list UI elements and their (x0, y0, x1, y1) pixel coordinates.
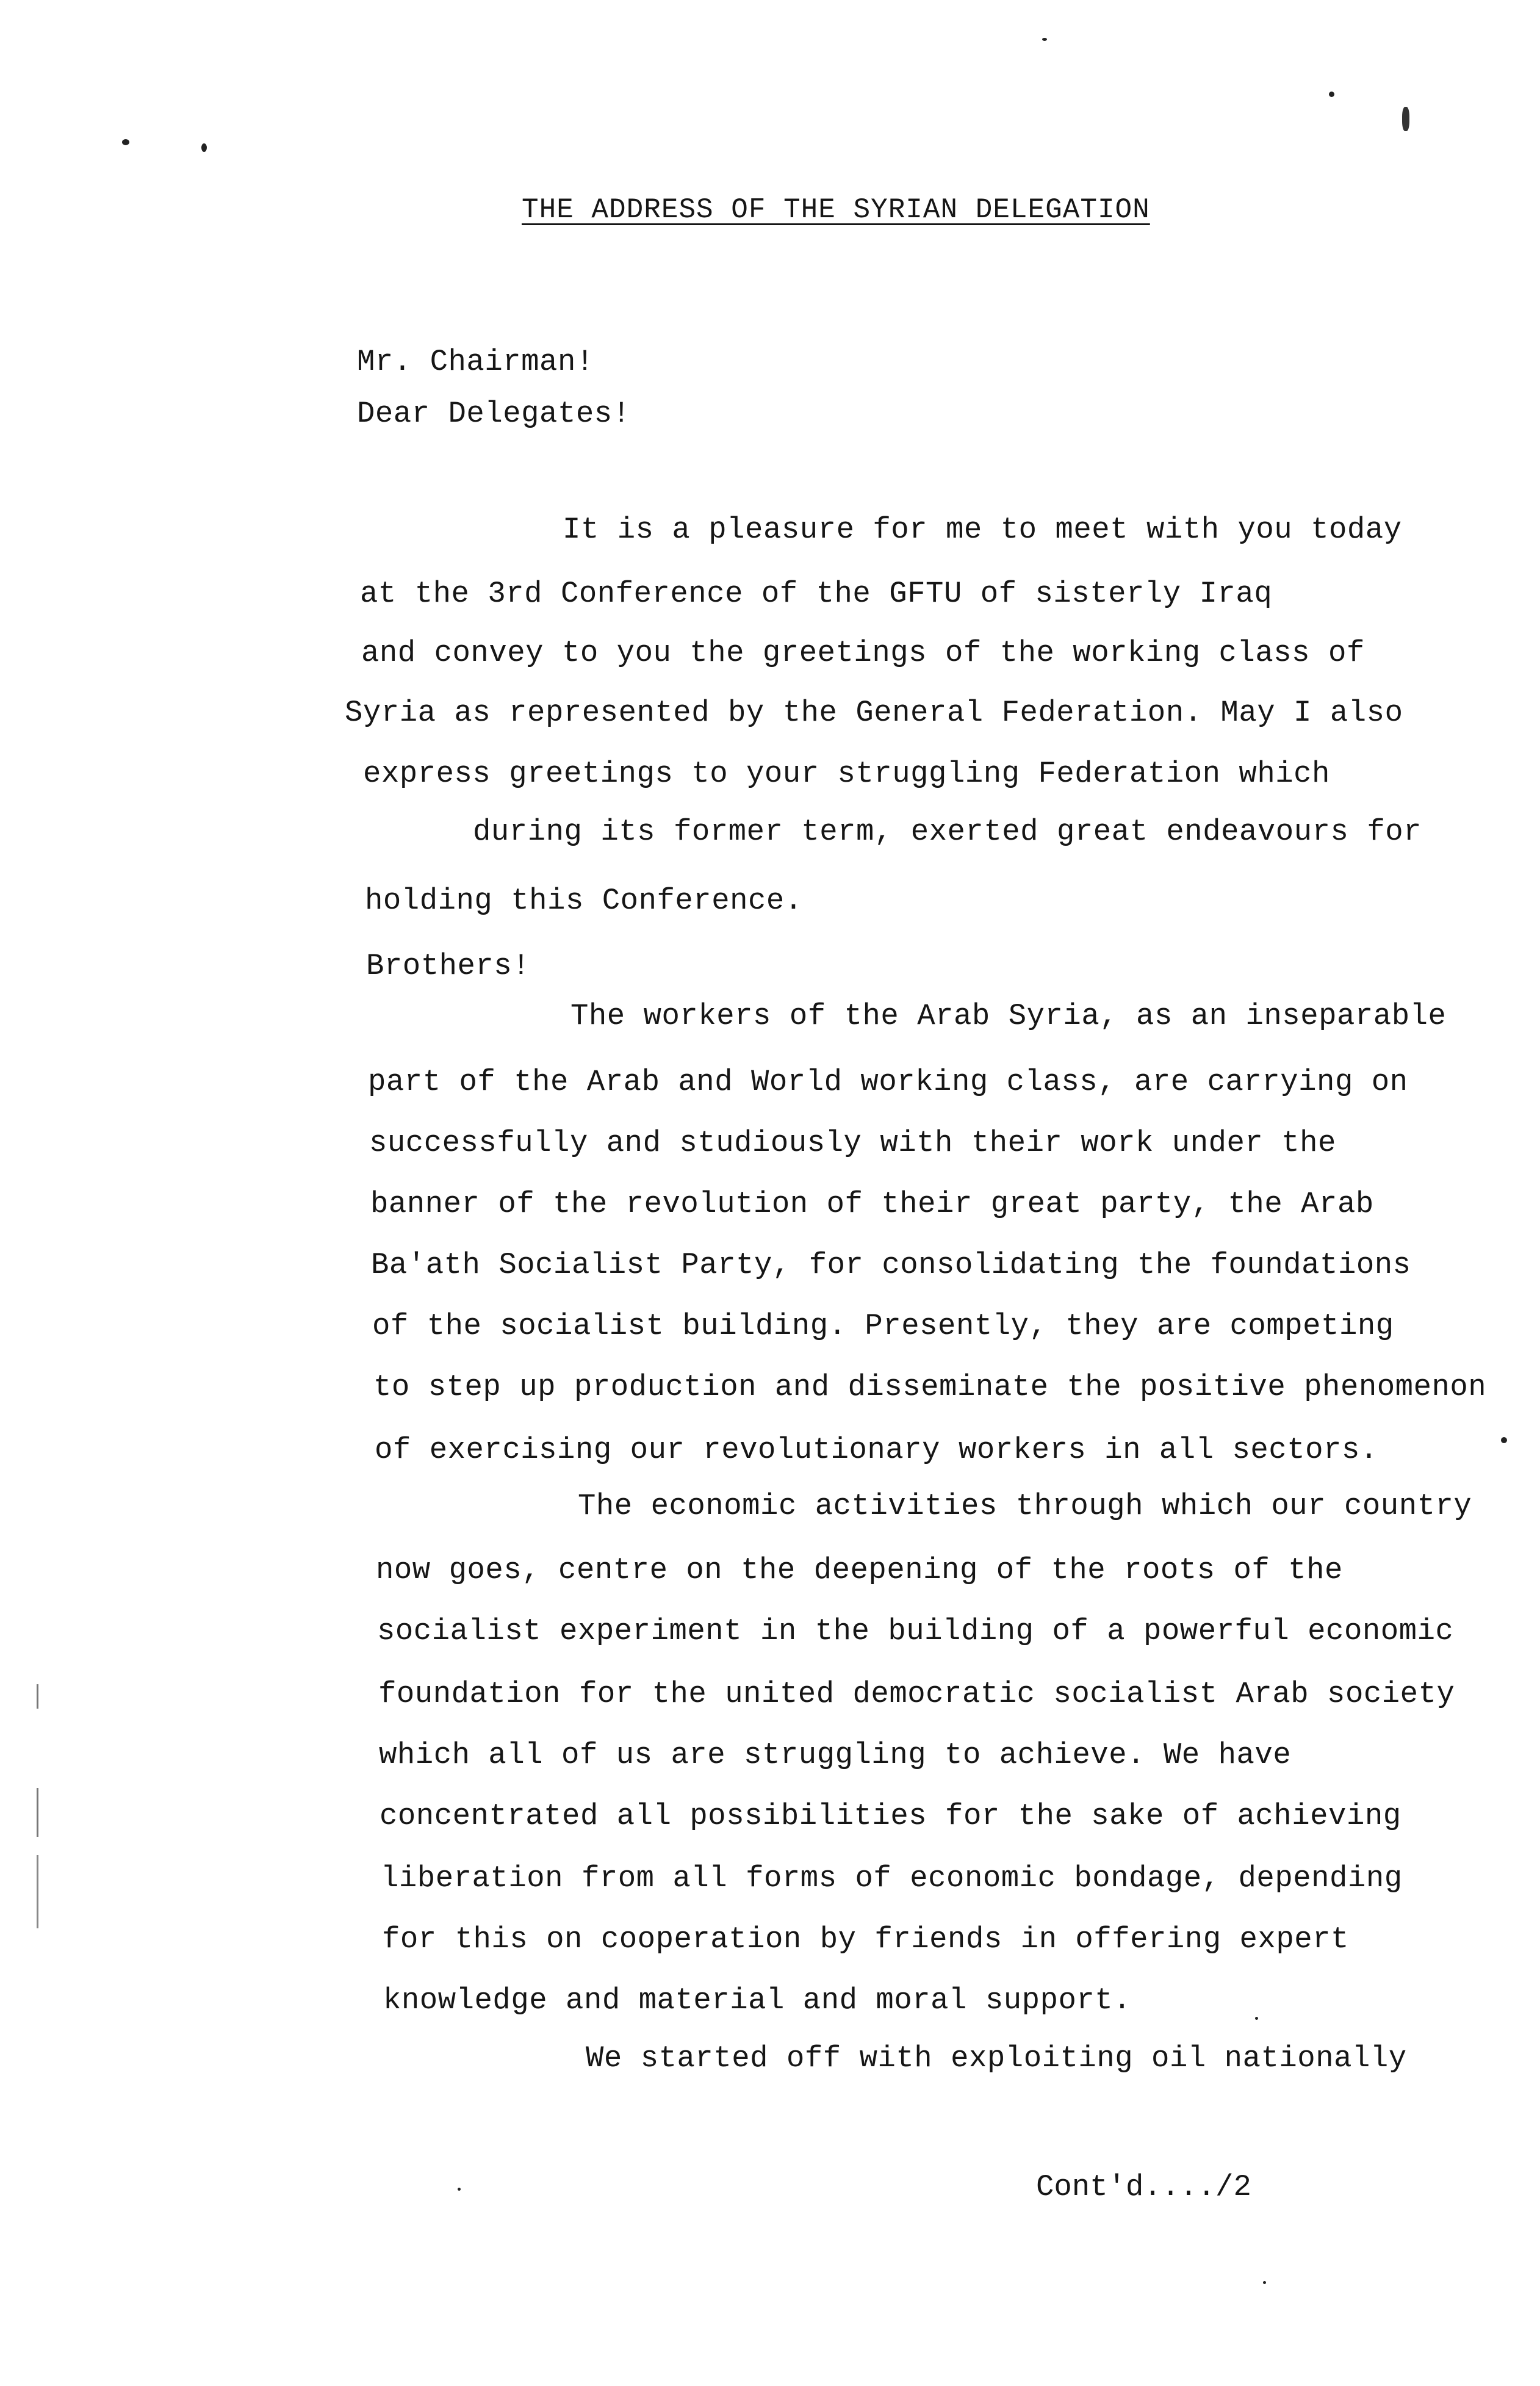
scan-speck (201, 143, 207, 152)
body-line: The economic activities through which our country (578, 1489, 1472, 1523)
body-line: foundation for the united democratic socialist Arab society (378, 1677, 1455, 1711)
body-line: holding this Conference. (365, 884, 803, 918)
salutation-chairman: Mr. Chairman! (357, 345, 594, 379)
scan-speck (1042, 38, 1047, 41)
body-line: Ba'ath Socialist Party, for consolidating the foundations (371, 1248, 1411, 1282)
body-line: of exercising our revolutionary workers in all sectors. (375, 1433, 1378, 1467)
body-line: and convey to you the greetings of the working class of (361, 636, 1365, 670)
body-line: knowledge and material and moral support. (383, 1983, 1132, 2017)
brothers-salutation: Brothers! (366, 949, 531, 983)
continuation-marker: Cont'd..../2 (1036, 2170, 1251, 2204)
body-line: It is a pleasure for me to meet with you today (563, 513, 1402, 547)
body-line: during its former term, exerted great endeavours for (473, 815, 1422, 849)
scan-speck (37, 1684, 38, 1709)
body-line: at the 3rd Conference of the GFTU of sisterly Iraq (360, 577, 1273, 611)
scan-speck (37, 1788, 38, 1837)
body-line: for this on cooperation by friends in offering expert (382, 1922, 1349, 1956)
body-line: successfully and studiously with their work under the (369, 1126, 1336, 1160)
body-line: which all of us are struggling to achieve. We have (379, 1738, 1292, 1772)
body-line: part of the Arab and World working class, are carrying on (368, 1065, 1408, 1099)
scan-speck (1329, 92, 1334, 97)
body-line: liberation from all forms of economic bondage, depending (381, 1861, 1403, 1895)
body-line: The workers of the Arab Syria, as an inseparable (570, 999, 1447, 1033)
salutation-delegates: Dear Delegates! (357, 397, 631, 431)
body-line: express greetings to your struggling Federation which (363, 757, 1330, 791)
body-line: socialist experiment in the building of a powerful economic (377, 1614, 1454, 1648)
scan-speck (1501, 1437, 1507, 1443)
scan-speck (37, 1855, 38, 1928)
scan-speck (122, 139, 129, 145)
body-line: banner of the revolution of their great party, the Arab (370, 1187, 1374, 1221)
body-line: We started off with exploiting oil nationally (586, 2041, 1407, 2075)
body-line: to step up production and disseminate the positive phenomenon (373, 1370, 1487, 1404)
body-line: of the socialist building. Presently, they are competing (372, 1309, 1394, 1343)
document-title: THE ADDRESS OF THE SYRIAN DELEGATION (522, 194, 1150, 226)
scan-speck (458, 2188, 461, 2191)
body-line: concentrated all possibilities for the sake of achieving (380, 1799, 1401, 1833)
body-line: now goes, centre on the deepening of the roots of the (376, 1553, 1343, 1587)
scan-speck (1263, 2281, 1266, 2284)
scan-speck (1255, 2017, 1258, 2020)
body-line: Syria as represented by the General Federation. May I also (345, 696, 1403, 730)
scan-speck (1402, 107, 1409, 131)
